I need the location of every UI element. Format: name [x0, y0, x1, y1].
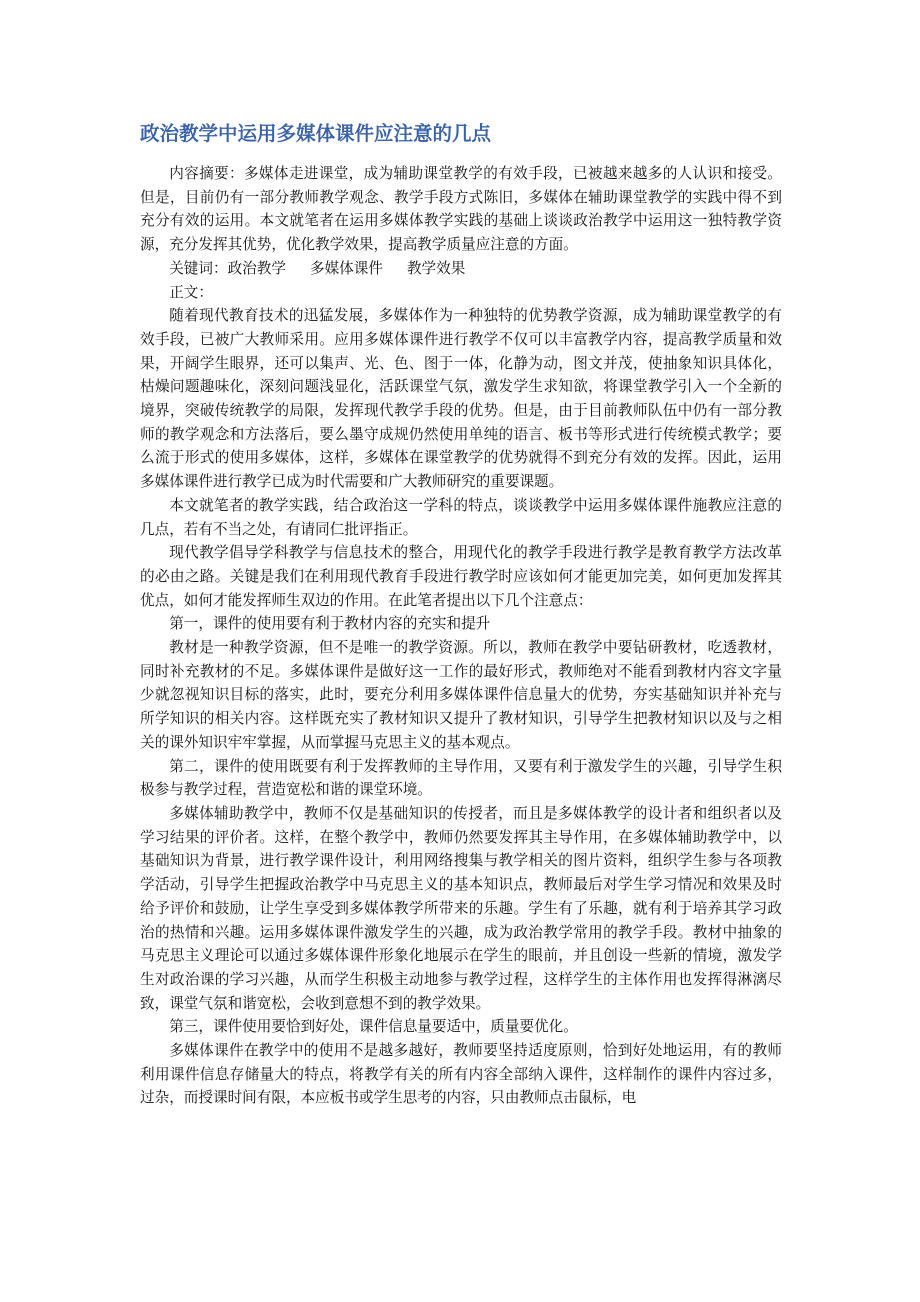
- keywords-line: [140, 257, 782, 281]
- keyword-item: 政治教学: [227, 259, 286, 277]
- body-paragraph: 随着现代教育技术的迅猛发展，多媒体作为一种独特的优势教学资源，成为辅助课堂教学的有效手段，已被广大教师采用。应用多媒体课件进行教学不仅可以丰富教学内容，提高教学质量和效果，开阔学生眼界，还可以集声、光、色、图于一体，化静为动，图文并茂，使抽象知识具体化，枯燥问题趣味化，深刻问题浅显化，活跃课堂气氛，激发学生求知欲，将课堂教学引入一个全新的境界，突破传统教学的局限，发挥现代教学手段的优势。但是，由于目前教师队伍中仍有一部分教师的教学观念和方法落后，要么墨守成规仍然使用单纯的语言、板书等形式进行传统模式教学；要么流于形式的使用多媒体，这样，多媒体在课堂教学的优势就得不到充分有效的发挥。因此，运用多媒体课件进行教学已成为时代需要和广大教师研究的重要课题。: [140, 307, 782, 491]
- body-paragraph: 多媒体辅助教学中，教师不仅是基础知识的传授者，而且是多媒体教学的设计者和组织者以及学习结果的评价者。这样，在整个教学中，教师仍然要发挥其主导作用，在多媒体辅助教学中，以基础知识为背景，进行教学课件设计，利用网络搜集与教学相关的图片资料，组织学生参与各项教学活动，引导学生把握政治教学中马克思主义的基本知识点，教师最后对学生学习情况和效果及时给予评价和鼓励，让学生享受到多媒体教学所带来的乐趣。学生有了乐趣，就有利于培养其学习政治的热情和兴趣。运用多媒体课件激发学生的兴趣，成为政治教学常用的教学手段。教材中抽象的马克思主义理论可以通过多媒体课件形象化地展示在学生的眼前，并且创设一些新的情境，激发学生对政治课的学习兴趣，从而学生积极主动地参与教学过程，这样学生的主体作用也发挥得淋漓尽致，课堂气氛和谐宽松，会收到意想不到的教学效果。: [140, 804, 782, 1012]
- keywords-label: 关键词：: [169, 259, 228, 277]
- body-paragraph: 现代教学倡导学科教学与信息技术的整合，用现代化的教学手段进行教学是教育教学方法改革的必由之路。关键是我们在利用现代教育手段进行教学时应该如何才能更加完美，如何更加发挥其优点，如何才能发挥师生双边的作用。在此笔者提出以下几个注意点：: [140, 544, 782, 609]
- body-paragraph: 教材是一种教学资源，但不是唯一的教学资源。所以，教师在教学中要钻研教材，吃透教材，同时补充教材的不足。多媒体课件是做好这一工作的最好形式，教师绝对不能看到教材内容文字量少就忽视知识目标的落实，此时，要充分利用多媒体课件信息量大的优势，夯实基础知识并补充与所学知识的相关内容。这样既充实了教材知识又提升了教材知识，引导学生把教材知识以及与之相关的课外知识牢牢掌握，从而掌握马克思主义的基本观点。: [140, 639, 782, 751]
- document-title: 政治教学中运用多媒体课件应注意的几点: [140, 122, 492, 145]
- body-label: 正文：: [169, 283, 213, 301]
- section-heading: 第一，课件的使用要有利于教材内容的充实和提升: [169, 615, 491, 633]
- document-page: [140, 118, 782, 1110]
- body-paragraph: 多媒体课件在教学中的使用不是越多越好，教师要坚持适度原则，恰到好处地运用，有的教师利用课件信息存储量大的特点，将教学有关的所有内容全部纳入课件，这样制作的课件内容过多，过杂，而授课时间有限，本应板书或学生思考的内容，只由教师点击鼠标，电: [140, 1042, 782, 1107]
- keyword-item: 多媒体课件: [309, 259, 383, 277]
- body-paragraph: 本文就笔者的教学实践，结合政治这一学科的特点，谈谈教学中运用多媒体课件施教应注意的几点，若有不当之处，有请同仁批评指正。: [140, 496, 782, 538]
- keyword-item: 教学效果: [406, 259, 466, 277]
- section-heading: 第三，课件使用要恰到好处，课件信息量要适中，质量要优化。: [169, 1018, 578, 1036]
- section-heading: 第二，课件的使用既要有利于发挥教师的主导作用，又要有利于激发学生的兴趣，引导学生积极参与教学过程，营造宽松和谐的课堂环境。: [140, 757, 782, 799]
- abstract-paragraph: 内容摘要：多媒体走进课堂，成为辅助课堂教学的有效手段，已被越来越多的人认识和接受。但是，目前仍有一部分教师教学观念、教学手段方式陈旧，多媒体在辅助课堂教学的实践中得不到充分有效的运用。本文就笔者在运用多媒体教学实践的基础上谈谈政治教学中运用这一独特教学资源，充分发挥其优势，优化教学效果，提高教学质量应注意的方面。: [140, 165, 782, 254]
